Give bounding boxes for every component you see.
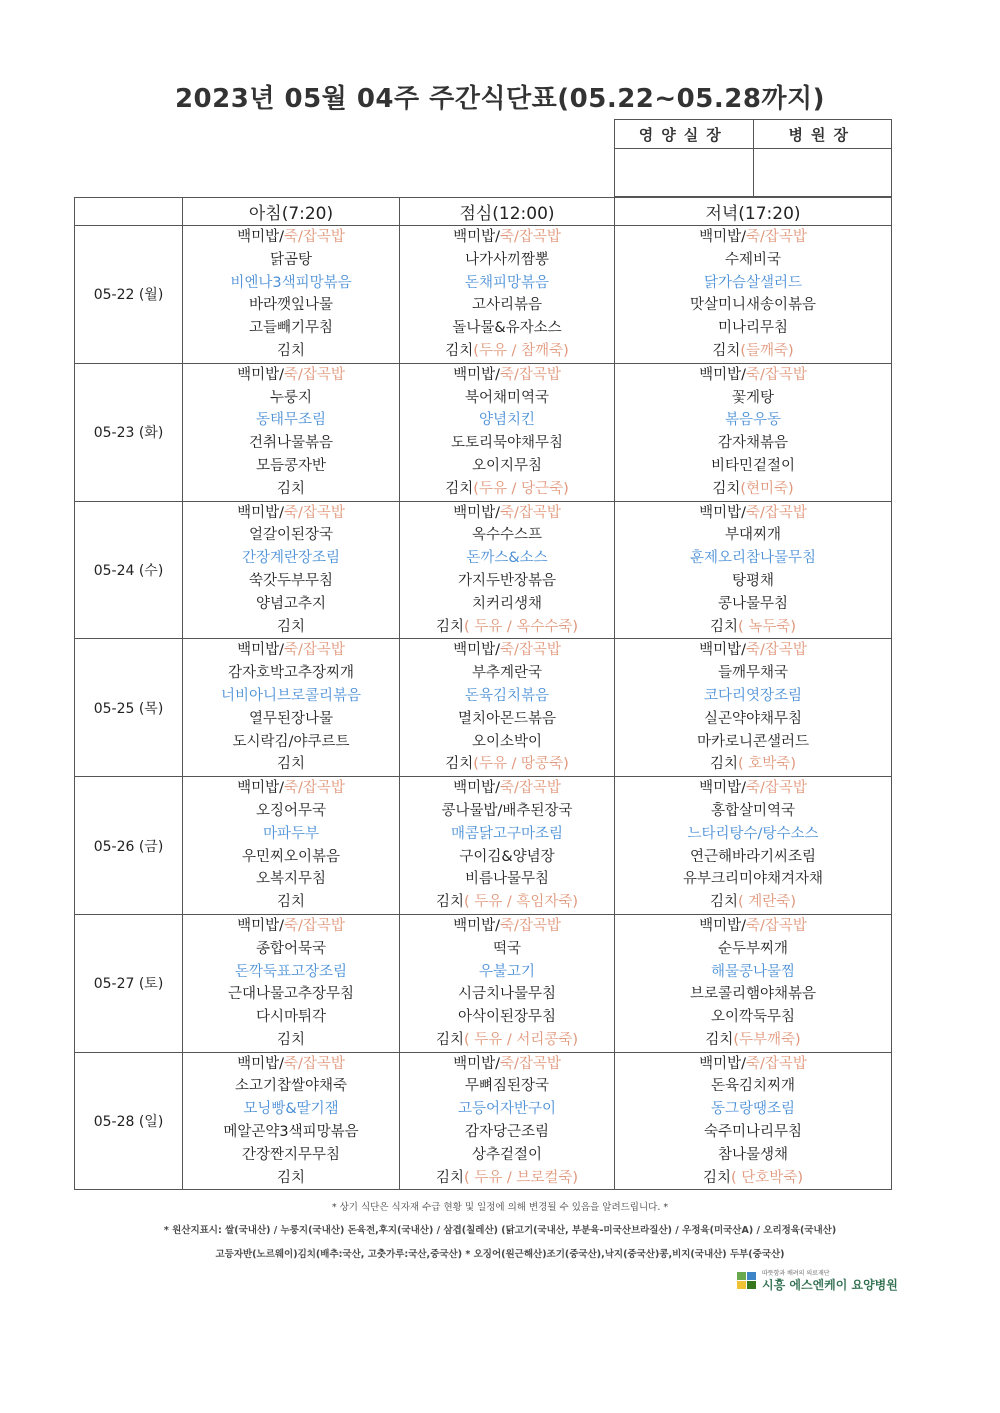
menu-item-note: ( 두유 / 브로컬죽) — [463, 1169, 579, 1186]
menu-item-note: 죽/잡곡밥 — [283, 504, 345, 521]
menu-item — [183, 639, 399, 662]
menu-item — [183, 961, 399, 984]
menu-item-special: 돈깍둑표고장조림 — [234, 963, 348, 980]
menu-item-note: 죽/잡곡밥 — [499, 504, 561, 521]
menu-item-main: 백미밥/ — [699, 780, 746, 797]
menu-item: 부대찌개 — [724, 527, 782, 544]
menu-item: 오복지무침 — [255, 871, 327, 888]
menu-item — [400, 639, 614, 662]
breakfast-menu-cell — [183, 914, 400, 1052]
menu-item-special: 돈까스&소스 — [466, 550, 548, 567]
menu-item: 김치 — [276, 480, 305, 497]
menu-item: 우민찌오이볶음 — [241, 848, 341, 865]
menu-item: 닭곰탕 — [269, 251, 313, 268]
dinner-menu-cell — [615, 363, 892, 501]
menu-item-main: 백미밥/ — [699, 366, 746, 383]
menu-item — [615, 891, 891, 914]
day-row — [75, 639, 892, 777]
menu-item — [183, 685, 399, 708]
hospital-logo — [736, 1268, 898, 1292]
menu-item-note: 죽/잡곡밥 — [499, 229, 561, 245]
menu-item-main: 백미밥/ — [453, 642, 500, 659]
day-row — [75, 914, 892, 1052]
menu-item-main: 백미밥/ — [453, 229, 500, 245]
menu-item — [183, 1053, 399, 1076]
menu-item-note: ( 단호박죽) — [731, 1169, 803, 1186]
menu-item-note: ( 계란죽) — [738, 894, 796, 911]
menu-item: 북어채미역국 — [464, 389, 550, 406]
menu-item — [400, 1167, 614, 1190]
breakfast-menu-cell — [183, 639, 400, 777]
menu-item-main: 김치 — [445, 480, 474, 497]
menu-item: 김치 — [276, 618, 305, 635]
menu-item-main: 김치 — [712, 480, 741, 497]
menu-item: 돈육김치찌개 — [710, 1078, 796, 1095]
menu-item: 떡국 — [492, 940, 521, 957]
menu-item: 치커리생채 — [471, 595, 543, 612]
lunch-menu-cell — [400, 226, 615, 364]
menu-item-note: (들깨죽) — [740, 342, 794, 359]
menu-item — [400, 340, 614, 363]
menu-item-special: 코다리엿장조림 — [703, 687, 803, 704]
menu-item — [183, 1098, 399, 1121]
menu-item-special: 동그랑땡조림 — [710, 1101, 796, 1118]
menu-item: 감자채볶음 — [717, 435, 789, 452]
approval-signature-box — [614, 119, 892, 197]
menu-item-special: 비엔나3색피망볶음 — [230, 274, 352, 291]
menu-item-main: 백미밥/ — [453, 780, 500, 797]
day-date: 05-26 (금) — [75, 777, 183, 915]
menu-item-note: (두부깨죽) — [733, 1031, 801, 1048]
menu-item-main: 백미밥/ — [699, 1055, 746, 1072]
day-date: 05-23 (화) — [75, 363, 183, 501]
menu-item: 김치 — [276, 756, 305, 773]
menu-item: 다시마튀각 — [255, 1009, 327, 1026]
day-row — [75, 1052, 892, 1190]
menu-item-special: 너비아니브로콜리볶음 — [220, 687, 362, 704]
menu-item: 모듬콩자반 — [255, 457, 327, 474]
menu-item: 양념고추지 — [255, 595, 327, 612]
menu-item: 콩나물무침 — [717, 595, 789, 612]
menu-item-main: 김치 — [712, 342, 741, 359]
menu-item-special: 닭가슴살샐러드 — [703, 274, 803, 291]
dinner-header: 저녁(17:20) — [615, 198, 892, 226]
menu-item — [615, 753, 891, 776]
menu-item-main: 백미밥/ — [699, 229, 746, 245]
menu-item: 시금치나물무침 — [457, 986, 557, 1003]
menu-item-main: 백미밥/ — [453, 366, 500, 383]
menu-item-note: 죽/잡곡밥 — [499, 917, 561, 934]
menu-item-note: (현미죽) — [740, 480, 794, 497]
menu-item: 근대나물고추장무침 — [227, 986, 355, 1003]
menu-item: 오징어무국 — [255, 802, 327, 819]
origin-info-line-2: 고등자반(노르웨이)김치(배추:국산, 고춧가루:국산,중국산) * 오징어(원근해산)조기(중국산),낙지(중국산)콩,비지(국내산) 두부(중국산) — [215, 1249, 785, 1260]
menu-item-main: 백미밥/ — [237, 1055, 284, 1072]
menu-item-special: 마파두부 — [262, 825, 320, 842]
menu-item: 나가사끼짬뽕 — [464, 251, 550, 268]
menu-item — [400, 364, 614, 387]
menu-item-special: 돈육김치볶음 — [464, 687, 550, 704]
menu-item-note: ( 녹두죽) — [738, 618, 796, 635]
breakfast-menu-cell — [183, 226, 400, 364]
menu-item-special: 우불고기 — [478, 963, 536, 980]
menu-item: 숙주미나리무침 — [703, 1124, 803, 1141]
menu-item-note: (두유 / 땅콩죽) — [473, 756, 569, 773]
dinner-menu-cell — [615, 639, 892, 777]
menu-item-main: 백미밥/ — [237, 229, 284, 245]
menu-item-main: 백미밥/ — [237, 780, 284, 797]
hospital-director-sign-cell — [753, 149, 892, 197]
menu-item — [400, 1098, 614, 1121]
menu-item: 돌나물&유자소스 — [452, 320, 562, 337]
menu-item-main: 김치 — [435, 618, 464, 635]
menu-item — [400, 685, 614, 708]
menu-item: 맛살미니새송이볶음 — [689, 297, 817, 314]
menu-item-special: 느타리탕수/탕수소스 — [687, 825, 819, 842]
menu-item — [615, 1029, 891, 1052]
menu-item: 감자호박고추장찌개 — [227, 665, 355, 682]
menu-item: 들깨무채국 — [717, 665, 789, 682]
menu-item — [615, 547, 891, 570]
menu-item: 마카로니콘샐러드 — [696, 733, 810, 750]
menu-item-main: 김치 — [710, 618, 739, 635]
lunch-menu-cell — [400, 914, 615, 1052]
menu-item: 멸치아몬드볶음 — [457, 710, 557, 727]
menu-item: 고들빼기무침 — [248, 320, 334, 337]
menu-item-special: 모닝빵&딸기잼 — [243, 1101, 339, 1118]
lunch-menu-cell — [400, 363, 615, 501]
day-date: 05-24 (수) — [75, 501, 183, 639]
menu-item: 탕평채 — [731, 572, 775, 589]
page-title: 2023년 05월 04주 주간식단표(05.22~05.28까지) — [174, 84, 826, 114]
menu-item — [183, 409, 399, 432]
menu-item — [400, 961, 614, 984]
menu-item: 아삭이된장무침 — [457, 1009, 557, 1026]
menu-item-main: 백미밥/ — [237, 917, 284, 934]
menu-item: 구이김&양념장 — [459, 848, 555, 865]
menu-item: 옥수수스프 — [471, 527, 543, 544]
origin-info-line-1: * 원산지표시: 쌀(국내산) / 누룽지(국내산) 돈육전,후지(국내산) / 삼겹(칠레산) (닭고기(국내산, 부분육-미국산브라질산) / 우정육(미국산A) / 오리정육(국내산) — [163, 1225, 837, 1236]
menu-item: 부추계란국 — [471, 665, 543, 682]
menu-item-note: 죽/잡곡밥 — [745, 642, 807, 659]
menu-item: 김치 — [276, 1031, 305, 1048]
menu-item-main: 백미밥/ — [699, 504, 746, 521]
menu-item-main: 백미밥/ — [237, 366, 284, 383]
menu-item-main: 김치 — [445, 756, 474, 773]
menu-item: 메알곤약3색피망볶음 — [223, 1124, 359, 1141]
menu-item: 수제비국 — [724, 251, 782, 268]
menu-item-main: 백미밥/ — [699, 917, 746, 934]
menu-item: 오이깍둑무침 — [710, 1009, 796, 1026]
menu-item-main: 김치 — [705, 1031, 734, 1048]
menu-item: 감자당근조림 — [464, 1124, 550, 1141]
menu-item: 김치 — [276, 1169, 305, 1186]
menu-item — [615, 616, 891, 639]
menu-item-note: 죽/잡곡밥 — [283, 1055, 345, 1072]
menu-item: 연근해바라기씨조림 — [689, 848, 817, 865]
menu-item-note: 죽/잡곡밥 — [745, 504, 807, 521]
menu-item: 김치 — [276, 342, 305, 359]
day-date: 05-27 (토) — [75, 914, 183, 1052]
menu-item — [183, 364, 399, 387]
hospital-director-label: 병원장 — [753, 120, 892, 149]
menu-item — [400, 891, 614, 914]
menu-item-main: 김치 — [435, 894, 464, 911]
menu-item-note: 죽/잡곡밥 — [499, 642, 561, 659]
menu-item — [183, 823, 399, 846]
day-date: 05-22 (월) — [75, 226, 183, 364]
menu-item — [615, 685, 891, 708]
day-date: 05-25 (목) — [75, 639, 183, 777]
menu-item-note: ( 두유 / 옥수수죽) — [463, 618, 579, 635]
menu-item: 브로콜리햄야채볶음 — [689, 986, 817, 1003]
menu-item: 무뼈짐된장국 — [464, 1078, 550, 1095]
day-row — [75, 226, 892, 364]
nutrition-office-label: 영양실장 — [615, 120, 754, 149]
menu-item — [615, 639, 891, 662]
menu-item: 도토리묵야채무침 — [450, 435, 564, 452]
menu-item-note: (두유 / 당근죽) — [473, 480, 569, 497]
menu-item — [400, 272, 614, 295]
menu-item — [400, 823, 614, 846]
menu-item — [615, 823, 891, 846]
breakfast-header: 아침(7:20) — [183, 198, 400, 226]
menu-item — [183, 777, 399, 800]
change-notice: * 상기 식단은 식자재 수급 현황 및 일정에 의해 변경될 수 있음을 알려드립니다. * — [331, 1202, 669, 1213]
menu-item-special: 간장계란장조림 — [241, 550, 341, 567]
menu-item: 참나물생채 — [717, 1146, 789, 1163]
menu-item-note: 죽/잡곡밥 — [283, 366, 345, 383]
menu-item: 홍합살미역국 — [710, 802, 796, 819]
menu-item-note: ( 호박죽) — [738, 756, 796, 773]
menu-item — [615, 915, 891, 938]
menu-item — [183, 272, 399, 295]
menu-item-note: ( 두유 / 흑임자죽) — [463, 894, 579, 911]
menu-item-main: 김치 — [710, 894, 739, 911]
menu-item: 상추겉절이 — [471, 1146, 543, 1163]
breakfast-menu-cell — [183, 777, 400, 915]
menu-item-main: 김치 — [445, 342, 474, 359]
menu-item — [615, 961, 891, 984]
menu-item: 누룽지 — [269, 389, 313, 406]
hospital-logo-icon — [736, 1270, 758, 1290]
lunch-menu-cell — [400, 1052, 615, 1190]
menu-item — [183, 226, 399, 249]
menu-item — [615, 1167, 891, 1190]
day-row — [75, 777, 892, 915]
menu-item — [400, 616, 614, 639]
menu-item: 바라깻잎나물 — [248, 297, 334, 314]
menu-item — [400, 409, 614, 432]
menu-item-note: 죽/잡곡밥 — [745, 917, 807, 934]
nutrition-office-sign-cell — [615, 149, 754, 197]
breakfast-menu-cell — [183, 501, 400, 639]
menu-item: 열무된장나물 — [248, 710, 334, 727]
breakfast-menu-cell — [183, 363, 400, 501]
menu-item — [400, 1053, 614, 1076]
menu-item-main: 백미밥/ — [237, 504, 284, 521]
menu-item-note: 죽/잡곡밥 — [499, 1055, 561, 1072]
menu-item — [400, 1029, 614, 1052]
menu-item — [615, 777, 891, 800]
menu-item — [183, 502, 399, 525]
menu-item-note: 죽/잡곡밥 — [283, 642, 345, 659]
menu-item-note: ( 두유 / 서리콩죽) — [463, 1031, 579, 1048]
lunch-menu-cell — [400, 639, 615, 777]
menu-item-main: 백미밥/ — [453, 1055, 500, 1072]
menu-item: 건취나물볶음 — [248, 435, 334, 452]
menu-item: 종합어묵국 — [255, 940, 327, 957]
menu-item — [400, 915, 614, 938]
menu-item — [615, 478, 891, 501]
menu-item-special: 볶음우동 — [724, 412, 782, 429]
menu-item — [615, 364, 891, 387]
menu-item — [400, 753, 614, 776]
menu-item: 얼갈이된장국 — [248, 527, 334, 544]
menu-item: 비름나물무침 — [464, 871, 550, 888]
menu-item-note: (두유 / 참깨죽) — [473, 342, 569, 359]
day-row — [75, 363, 892, 501]
menu-body — [75, 226, 892, 1190]
menu-item-note: 죽/잡곡밥 — [283, 917, 345, 934]
dinner-menu-cell — [615, 1052, 892, 1190]
menu-item: 꽃게탕 — [731, 389, 775, 406]
menu-item-note: 죽/잡곡밥 — [499, 780, 561, 797]
menu-item-main: 김치 — [710, 756, 739, 773]
dinner-menu-cell — [615, 777, 892, 915]
menu-item-special: 양념치킨 — [478, 412, 536, 429]
menu-item-main: 김치 — [435, 1169, 464, 1186]
dinner-menu-cell — [615, 226, 892, 364]
menu-item-note: 죽/잡곡밥 — [283, 780, 345, 797]
lunch-header: 점심(12:00) — [400, 198, 615, 226]
menu-item-main: 김치 — [703, 1169, 732, 1186]
menu-item-note: 죽/잡곡밥 — [745, 780, 807, 797]
menu-item: 순두부찌개 — [717, 940, 789, 957]
menu-item: 가지두반장볶음 — [457, 572, 557, 589]
menu-item — [400, 478, 614, 501]
menu-item: 쑥갓두부무침 — [248, 572, 334, 589]
lunch-menu-cell — [400, 777, 615, 915]
logo-tagline: 따뜻함과 배려의 의료재단 — [762, 1270, 830, 1277]
menu-item — [615, 502, 891, 525]
lunch-menu-cell — [400, 501, 615, 639]
menu-item-special: 해물콩나물찜 — [710, 963, 796, 980]
menu-item — [400, 547, 614, 570]
menu-item-special: 동태무조림 — [255, 412, 327, 429]
menu-item-main: 백미밥/ — [237, 642, 284, 659]
logo-name: 시흥 에스엔케이 요양병원 — [762, 1278, 898, 1292]
menu-item: 비타민겉절이 — [710, 457, 796, 474]
menu-item-note: 죽/잡곡밥 — [283, 229, 345, 245]
menu-item: 실곤약야채무침 — [703, 710, 803, 727]
menu-item-note: 죽/잡곡밥 — [499, 366, 561, 383]
menu-item-main: 김치 — [435, 1031, 464, 1048]
menu-item-main: 백미밥/ — [453, 917, 500, 934]
day-row — [75, 501, 892, 639]
menu-item-special: 고등어자반구이 — [457, 1101, 557, 1118]
menu-item: 오이지무침 — [471, 457, 543, 474]
menu-item: 도시락김/야쿠르트 — [232, 733, 350, 750]
menu-item: 고사리볶음 — [471, 297, 543, 314]
menu-item: 소고기찹쌀야채죽 — [234, 1078, 348, 1095]
menu-item — [183, 915, 399, 938]
menu-item: 유부크리미야채겨자채 — [682, 871, 824, 888]
menu-item: 간장짠지무무침 — [241, 1146, 341, 1163]
menu-item-note: 죽/잡곡밥 — [745, 229, 807, 245]
dinner-menu-cell — [615, 914, 892, 1052]
menu-item — [615, 1053, 891, 1076]
menu-item-main: 백미밥/ — [453, 504, 500, 521]
dinner-menu-cell — [615, 501, 892, 639]
menu-item-special: 돈채피망볶음 — [464, 274, 550, 291]
menu-item-main: 백미밥/ — [699, 642, 746, 659]
menu-item — [400, 226, 614, 249]
weekly-menu-table — [74, 197, 892, 1190]
menu-item — [615, 409, 891, 432]
menu-item — [615, 272, 891, 295]
menu-item — [615, 1098, 891, 1121]
menu-item: 미나리무침 — [717, 320, 789, 337]
breakfast-menu-cell — [183, 1052, 400, 1190]
menu-item-special: 매콤닭고구마조림 — [450, 825, 564, 842]
menu-item — [183, 547, 399, 570]
menu-item-note: 죽/잡곡밥 — [745, 1055, 807, 1072]
menu-item — [615, 226, 891, 249]
menu-item-note: 죽/잡곡밥 — [745, 366, 807, 383]
menu-item: 오이소박이 — [471, 733, 543, 750]
menu-item — [615, 340, 891, 363]
menu-item — [400, 777, 614, 800]
day-date: 05-28 (일) — [75, 1052, 183, 1190]
menu-item: 김치 — [276, 894, 305, 911]
menu-item-special: 훈제오리참나물무침 — [689, 550, 817, 567]
menu-item: 콩나물밥/배추된장국 — [441, 802, 573, 819]
corner-header — [75, 198, 183, 226]
menu-item — [400, 502, 614, 525]
